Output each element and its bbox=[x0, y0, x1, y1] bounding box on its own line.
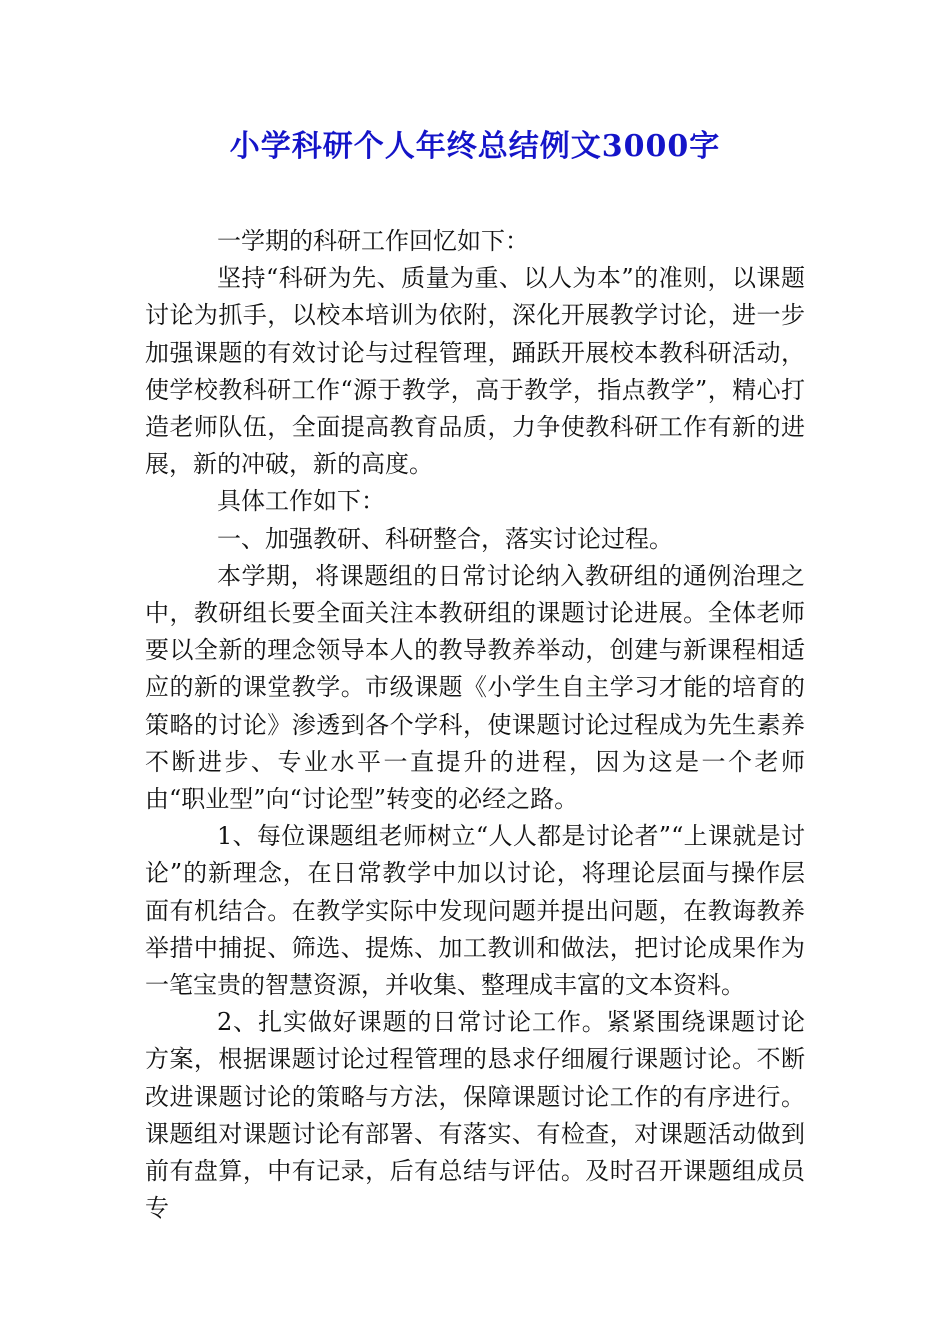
paragraph: 一、加强教研、科研整合，落实讨论过程。 bbox=[217, 524, 673, 553]
document-title: 小学科研个人年终总结例文3000字 bbox=[229, 129, 721, 164]
paragraph: 坚持“科研为先、质量为重、以人为本”的准则，以课题讨论为抓手，以校本培训为依附，深化开展教学讨论，进一步加强课题的有效讨论与过程管理，踊跃开展校本教科研活动，使学校教科研工作“源于教学，高于教学，指点教学”，精心打造老师队伍，全面提高教育品质，力争使教科研工作有新的进展，新的冲破，新的高度。 bbox=[145, 264, 805, 479]
paragraph: 2、扎实做好课题的日常讨论工作。紧紧围绕课题讨论方案，根据课题讨论过程管理的恳求仔细履行课题讨论。不断改进课题讨论的策略与方法，保障课题讨论工作的有序进行。课题组对课题讨论有部署、有落实、有检查，对课题活动做到前有盘算，中有记录，后有总结与评估。及时召开课题组成员专 bbox=[145, 1008, 805, 1223]
paragraph: 本学期，将课题组的日常讨论纳入教研组的通例治理之中，教研组长要全面关注本教研组的课题讨论进展。全体老师要以全新的理念领导本人的教导教养举动，创建与新课程相适应的新的课堂教学。市级课题《小学生自主学习才能的培育的策略的讨论》渗透到各个学科，使课题讨论过程成为先生素养不断进步、专业水平一直提升的进程，因为这是一个老师由“职业型”向“讨论型”转变的必经之路。 bbox=[145, 561, 805, 814]
document-body bbox=[145, 223, 805, 1227]
paragraph: 一学期的科研工作回忆如下： bbox=[217, 227, 529, 255]
paragraph: 1、每位课题组老师树立“人人都是讨论者”“上课就是讨论”的新理念，在日常教学中加以讨论，将理论层面与操作层面有机结合。在教学实际中发现问题并提出问题，在教诲教养举措中捕捉、筛选、提炼、加工教训和做法，把讨论成果作为一笔宝贵的智慧资源，并收集、整理成丰富的文本资料。 bbox=[145, 822, 805, 1000]
paragraph: 具体工作如下： bbox=[217, 487, 385, 516]
